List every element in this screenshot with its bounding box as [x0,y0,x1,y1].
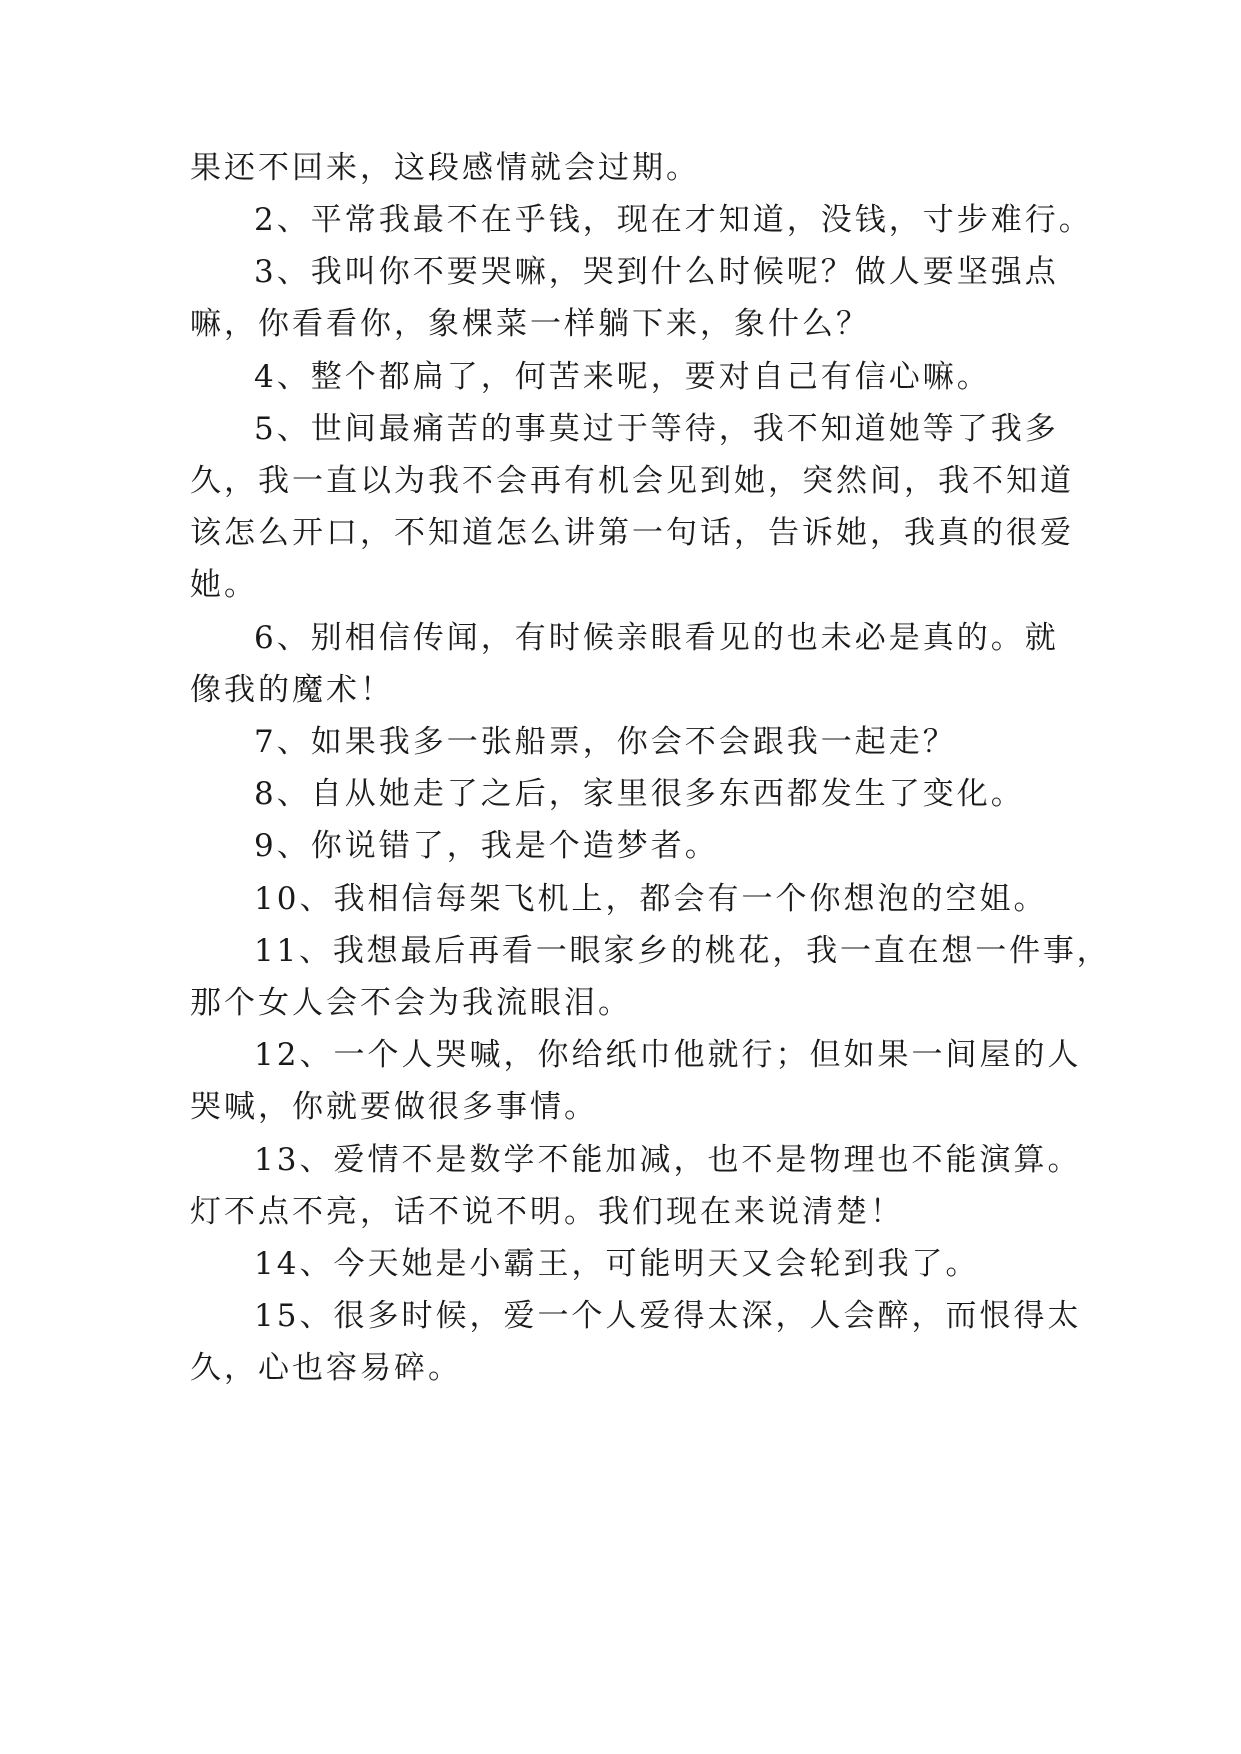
text-line: 8、自从她走了之后，家里很多东西都发生了变化。 [254,776,1025,812]
text-line: 久，心也容易碎。 [190,1350,462,1386]
text-line: 11、我想最后再看一眼家乡的桃花，我一直在想一件事， [254,933,1111,969]
text-line: 9、你说错了，我是个造梦者。 [254,828,719,864]
text-line: 7、如果我多一张船票，你会不会跟我一起走？ [254,724,957,760]
text-line: 她。 [190,567,258,603]
text-line: 4、整个都扁了，何苦来呢，要对自己有信心嘛。 [254,359,991,395]
text-line: 14、今天她是小霸王，可能明天又会轮到我了。 [254,1246,980,1282]
text-line: 15、很多时候，爱一个人爱得太深，人会醉，而恨得太 [254,1298,1082,1334]
text-line: 灯不点不亮，话不说不明。我们现在来说清楚！ [190,1194,904,1230]
text-line: 10、我相信每架飞机上，都会有一个你想泡的空姐。 [254,881,1048,917]
text-line: 久，我一直以为我不会再有机会见到她，突然间，我不知道 [190,463,1074,499]
text-line: 像我的魔术！ [190,672,394,708]
text-line: 嘛，你看看你，象棵菜一样躺下来，象什么？ [190,306,870,342]
text-line: 12、一个人哭喊，你给纸巾他就行；但如果一间屋的人 [254,1037,1082,1073]
text-line: 6、别相信传闻，有时候亲眼看见的也未必是真的。就 [254,620,1059,656]
text-line: 果还不回来，这段感情就会过期。 [190,150,700,186]
text-line: 哭喊，你就要做很多事情。 [190,1089,598,1125]
text-line: 2、平常我最不在乎钱，现在才知道，没钱，寸步难行。 [254,202,1093,238]
text-line: 那个女人会不会为我流眼泪。 [190,985,632,1021]
text-line: 13、爱情不是数学不能加减，也不是物理也不能演算。 [254,1142,1082,1178]
text-line: 5、世间最痛苦的事莫过于等待，我不知道她等了我多 [254,411,1059,447]
text-line: 3、我叫你不要哭嘛，哭到什么时候呢？做人要坚强点 [254,254,1059,290]
text-line: 该怎么开口，不知道怎么讲第一句话，告诉她，我真的很爱 [190,515,1074,551]
